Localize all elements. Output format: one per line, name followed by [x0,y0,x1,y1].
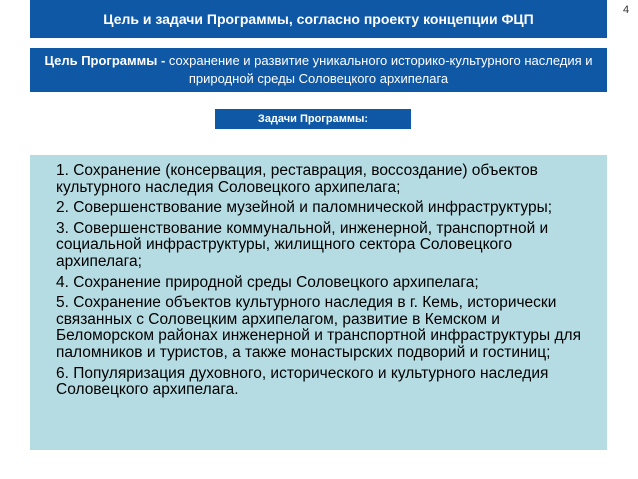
slide-title-bar [30,0,607,38]
page-number: 4 [622,4,630,16]
tasks-heading [215,109,411,129]
slide-title: Цель и задачи Программы, согласно проекту концепции ФЦП [103,11,534,27]
task-item-2: 2. Совершенствование музейной и паломнической инфраструктуры; [56,199,553,217]
tasks-panel [30,155,607,450]
task-item-6: 6. Популяризация духовного, исторического и культурного наследия Соловецкого архипелага. [56,364,549,399]
tasks-heading-text: Задачи Программы: [257,113,369,125]
task-item-5: 5. Сохранение объектов культурного наследия в г. Кемь, исторически связанных с Соловецким архипелагом, развитие в Кемском и Беломорском районах инженерной и транспортной инфраструктуры для паломников и туристов, а также монастырских подворий и гостиниц; [56,294,581,361]
task-item-3: 3. Совершенствование коммунальной, инженерной, транспортной и социальной инфраструктуры, жилищного сектора Соловецкого архипелага; [56,219,549,270]
program-goal-box [30,48,607,92]
task-item-1: 1. Сохранение (консервация, реставрация, воссоздание) объектов культурного наследия Соловецкого архипелага; [56,162,538,196]
goal-label: Цель Программы - [44,53,166,68]
goal-text: сохранение и развитие уникального историко-культурного наследия и природной среды Соловецкого архипелага [165,53,593,86]
task-item-4: 4. Сохранение природной среды Соловецкого архипелага; [56,273,479,291]
